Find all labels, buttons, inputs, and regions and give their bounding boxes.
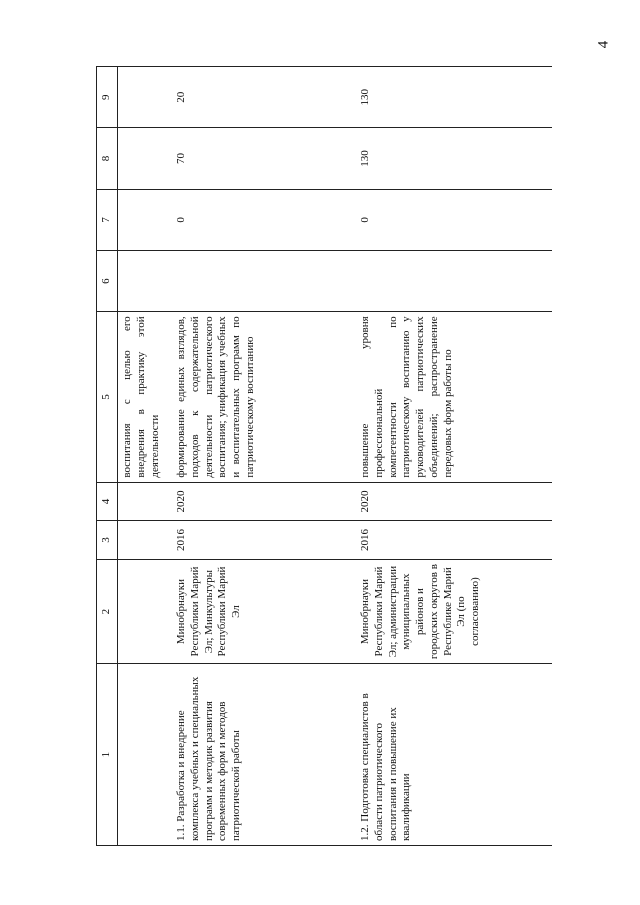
- cell-result: воспитания с целью его внедрения в практику этой деятельности: [118, 312, 173, 482]
- cell-result: повышение уровня профессиональной компетентности по патриотическому воспитанию у руководителей патриотических объединений; распространение передовых форм работы по: [356, 312, 552, 482]
- header-col-3: 3: [97, 521, 118, 560]
- cell-col7: 0: [356, 189, 552, 250]
- header-col-5: 5: [97, 312, 118, 482]
- cell-col7: [118, 189, 173, 250]
- header-col-2: 2: [97, 559, 118, 663]
- cell-end-year: 2020: [172, 482, 356, 521]
- cell-col7: 0: [172, 189, 356, 250]
- header-row: [97, 67, 118, 846]
- header-col-9: 9: [97, 67, 118, 128]
- cell-executor: Минобрнауки Республики Марий Эл; Минкультуры Республики Марий Эл: [172, 559, 356, 663]
- header-col-8: 8: [97, 128, 118, 189]
- header-col-6: 6: [97, 251, 118, 312]
- cell-col6: [356, 251, 552, 312]
- cell-col8: [118, 128, 173, 189]
- cell-measure: [118, 664, 173, 846]
- cell-col8: 70: [172, 128, 356, 189]
- cell-measure: 1.1. Разработка и внедрение комплекса учебных и специальных программ и методик развития современных форм и методов патриотической работы: [172, 664, 356, 846]
- header-col-1: 1: [97, 664, 118, 846]
- header-col-7: 7: [97, 189, 118, 250]
- cell-col9: [118, 67, 173, 128]
- table-row: [356, 67, 552, 846]
- cell-col8: 130: [356, 128, 552, 189]
- cell-result: формирование единых взглядов, подходов к содержательной деятельности патриотического воспитания; унификация учебных и воспитательных программ по патриотическому воспитанию: [172, 312, 356, 482]
- page-number: 4: [595, 40, 612, 49]
- cell-end-year: [118, 482, 173, 521]
- cell-start-year: [118, 521, 173, 560]
- cell-start-year: 2016: [356, 521, 552, 560]
- document-sheet: [96, 66, 616, 846]
- table-row: [172, 67, 356, 846]
- cell-executor: [118, 559, 173, 663]
- cell-measure: 1.2. Подготовка специалистов в области патриотического воспитания и повышение их квалификации: [356, 664, 552, 846]
- cell-col6: [118, 251, 173, 312]
- cell-end-year: 2020: [356, 482, 552, 521]
- header-col-4: 4: [97, 482, 118, 521]
- cell-col6: [172, 251, 356, 312]
- cell-col9: 20: [172, 67, 356, 128]
- program-table: [96, 66, 552, 846]
- cell-executor: Минобрнауки Республики Марий Эл; администрации муниципальных районов и городских округов в Республике Марий Эл (по согласованию): [356, 559, 552, 663]
- table-row: [118, 67, 173, 846]
- cell-start-year: 2016: [172, 521, 356, 560]
- cell-col9: 130: [356, 67, 552, 128]
